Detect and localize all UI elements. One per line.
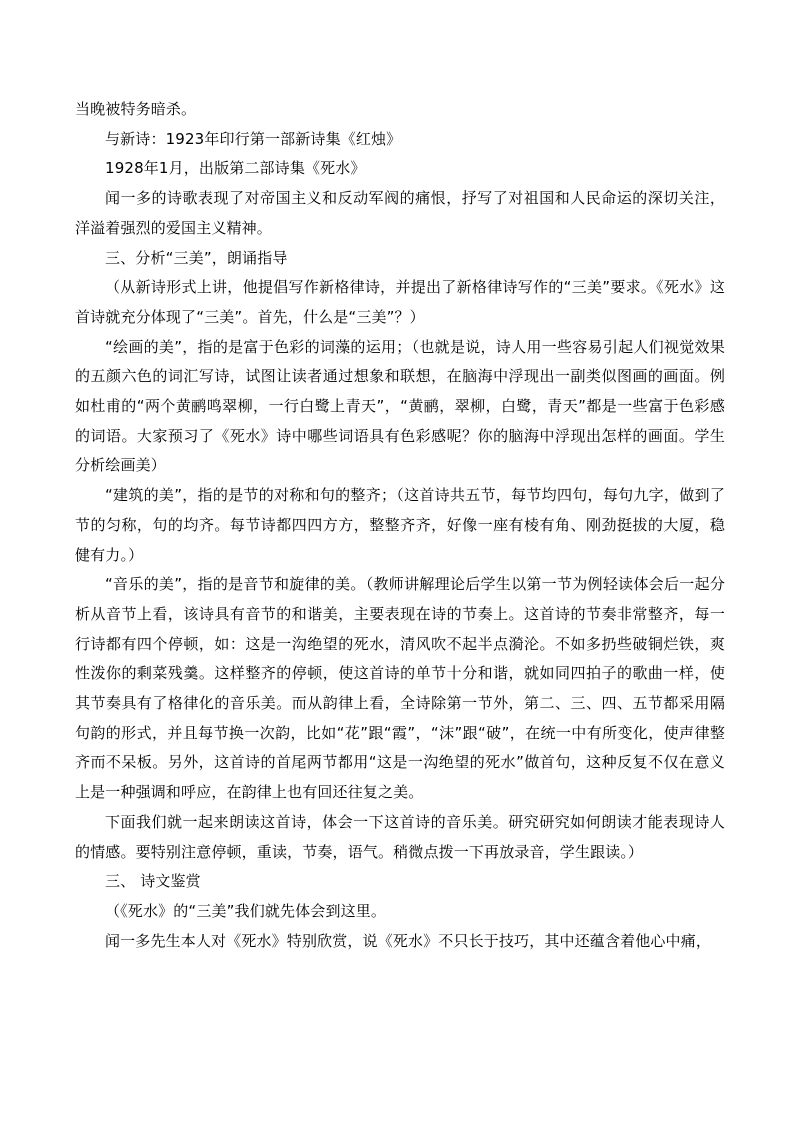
paragraph-reading-guidance: 下面我们就一起来朗读这首诗，体会一下这首诗的音乐美。研究研究如何朗读才能表现诗人的情感。要特别注意停顿，重读，节奏，语气。稍微点拨一下再放录音，学生跟读。） bbox=[75, 812, 725, 861]
paragraph-author-appreciation: 闻一多先生本人对《死水》特别欣赏，说《死水》不只长于技巧，其中还蕴含着他心中痛， bbox=[105, 931, 712, 950]
paragraph-painting-beauty: “绘画的美”，指的是富于色彩的词藻的运用；（也就是说，诗人用一些容易引起人们视觉效果的五颜六色的词汇写诗，试图让读者通过想象和联想，在脑海中浮现出一副类似图画的画面。例如杜甫的“两个黄鹂鸣翠柳，一行白鹭上青天”，“黄鹂，翠柳，白鹭，青天”都是一些富于色彩感的词语。大家预习了《死水》诗中哪些词语具有色彩感呢？你的脑海中浮现出怎样的画面。学生分析绘画美） bbox=[75, 337, 725, 475]
paragraph-musical-beauty: “音乐的美”，指的是音节和旋律的美。（教师讲解理论后学生以第一节为例轻读体会后一起分析从音节上看，该诗具有音节的和谐美，主要表现在诗的节奏上。这首诗的节奏非常整齐，每一行诗都有四个停顿，如：这是一沟绝望的死水，清风吹不起半点漪沦。不如多扔些破铜烂铁，爽性泼你的剩菜残羹。这样整齐的停顿，使这首诗的单节十分和谐，就如同四拍子的歌曲一样，使其节奏具有了格律化的音乐美。而从韵律上看，全诗除第一节外，第二、三、四、五节都采用隔句韵的形式，并且每节换一次韵，比如“花”跟“霞”，“沫”跟“破”，在统一中有所变化，使声律整齐而不呆板。另外，这首诗的首尾两节都用“这是一沟绝望的死水”做首句，这种反复不仅在意义上是一种强调和呼应，在韵律上也有回还往复之美。 bbox=[75, 575, 725, 802]
paragraph-three-beauties-close: （《死水》的“三美”我们就先体会到这里。 bbox=[105, 901, 387, 920]
paragraph-assassination: 当晚被特务暗杀。 bbox=[75, 100, 197, 118]
paragraph-architectural-beauty: “建筑的美”，指的是节的对称和句的整齐；（这首诗共五节，每节均四句，每句九字，做到了节的匀称，句的均齐。每节诗都四四方方，整整齐齐，好像一座有棱有角、刚劲挺拔的大厦，稳健有力。） bbox=[75, 486, 725, 564]
paragraph-second-collection: 1928年1月，出版第二部诗集《死水》 bbox=[105, 159, 366, 178]
section-heading-poem-appreciation: 三、 诗文鉴赏 bbox=[105, 872, 201, 891]
section-heading-three-beauties: 三、分析“三美”，朗诵指导 bbox=[105, 248, 288, 267]
paragraph-three-beauties-intro: （从新诗形式上讲，他提倡写作新格律诗，并提出了新格律诗写作的“三美”要求。《死水》这首诗就充分体现了“三美”。首先，什么是“三美”？） bbox=[75, 278, 725, 326]
document-body bbox=[75, 95, 725, 956]
paragraph-poetry-theme: 闻一多的诗歌表现了对帝国主义和反动军阀的痛恨，抒写了对祖国和人民命运的深切关注，洋溢着强烈的爱国主义精神。 bbox=[75, 189, 725, 237]
paragraph-first-collection: 与新诗：1923年印行第一部新诗集《红烛》 bbox=[105, 129, 402, 148]
